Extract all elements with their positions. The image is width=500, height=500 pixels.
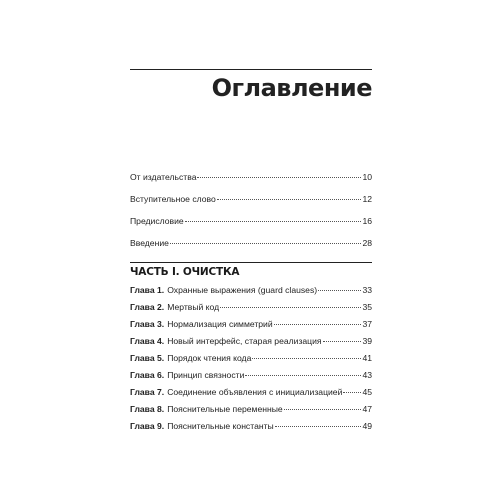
part-heading: ЧАСТЬ I. ОЧИСТКА (130, 266, 240, 278)
chapter-title: Нормализация симметрий (167, 319, 273, 329)
entry-page-number: 43 (362, 370, 372, 380)
dot-leader (275, 426, 362, 427)
dot-leader (274, 324, 362, 325)
part-rule (130, 262, 372, 263)
chapter-number: Глава 6. (130, 370, 165, 380)
chapter-number: Глава 9. (130, 421, 165, 431)
toc-entry-chapter-1[interactable] (130, 282, 372, 299)
chapter-number: Глава 8. (130, 404, 165, 414)
entry-page-number: 47 (362, 404, 372, 414)
top-rule (130, 69, 372, 70)
entry-page-number: 37 (362, 319, 372, 329)
dot-leader (170, 243, 362, 244)
dot-leader (252, 358, 361, 359)
entry-page-number: 41 (362, 353, 372, 363)
dot-leader (197, 177, 361, 178)
chapter-title: Новый интерфейс, старая реализация (167, 336, 322, 346)
toc-entry-chapter-7[interactable] (130, 384, 372, 401)
entry-label: Вступительное слово (130, 194, 216, 204)
dot-leader (284, 409, 362, 410)
toc-entry-chapter-3[interactable] (130, 316, 372, 333)
entry-page-number: 16 (362, 216, 372, 226)
dot-leader (318, 290, 361, 291)
entry-page-number: 10 (362, 172, 372, 182)
toc-entry-chapter-5[interactable] (130, 350, 372, 367)
dot-leader (343, 392, 361, 393)
entry-page-number: 49 (362, 421, 372, 431)
chapter-number: Глава 3. (130, 319, 165, 329)
toc-entry-foreword[interactable] (130, 188, 372, 210)
chapter-title: Охранные выражения (guard clauses) (167, 285, 318, 295)
entry-page-number: 45 (362, 387, 372, 397)
toc-entry-chapter-8[interactable] (130, 401, 372, 418)
chapter-title: Порядок чтения кода (167, 353, 252, 363)
entry-label: Предисловие (130, 216, 184, 226)
dot-leader (185, 221, 362, 222)
entry-page-number: 39 (362, 336, 372, 346)
toc-entry-chapter-6[interactable] (130, 367, 372, 384)
chapter-number: Глава 5. (130, 353, 165, 363)
dot-leader (220, 307, 361, 308)
chapter-title: Пояснительные константы (167, 421, 274, 431)
entry-label: От издательства (130, 172, 197, 182)
chapter-title: Соединение объявления с инициализацией (167, 387, 343, 397)
entry-label: Введение (130, 238, 169, 248)
dot-leader (323, 341, 362, 342)
dot-leader (217, 199, 362, 200)
chapter-list (130, 282, 372, 435)
toc-entry-chapter-2[interactable] (130, 299, 372, 316)
front-matter-list (130, 166, 372, 254)
entry-page-number: 28 (362, 238, 372, 248)
chapter-title: Принцип связности (167, 370, 245, 380)
toc-entry-preface[interactable] (130, 210, 372, 232)
chapter-number: Глава 4. (130, 336, 165, 346)
toc-entry-chapter-9[interactable] (130, 418, 372, 435)
entry-page-number: 33 (362, 285, 372, 295)
toc-entry-publisher[interactable] (130, 166, 372, 188)
chapter-number: Глава 1. (130, 285, 165, 295)
toc-entry-introduction[interactable] (130, 232, 372, 254)
chapter-number: Глава 2. (130, 302, 165, 312)
page-title: Оглавление (211, 74, 372, 102)
chapter-title: Пояснительные переменные (167, 404, 283, 414)
entry-page-number: 35 (362, 302, 372, 312)
toc-entry-chapter-4[interactable] (130, 333, 372, 350)
entry-page-number: 12 (362, 194, 372, 204)
chapter-title: Мертвый код (167, 302, 220, 312)
chapter-number: Глава 7. (130, 387, 165, 397)
dot-leader (245, 375, 361, 376)
